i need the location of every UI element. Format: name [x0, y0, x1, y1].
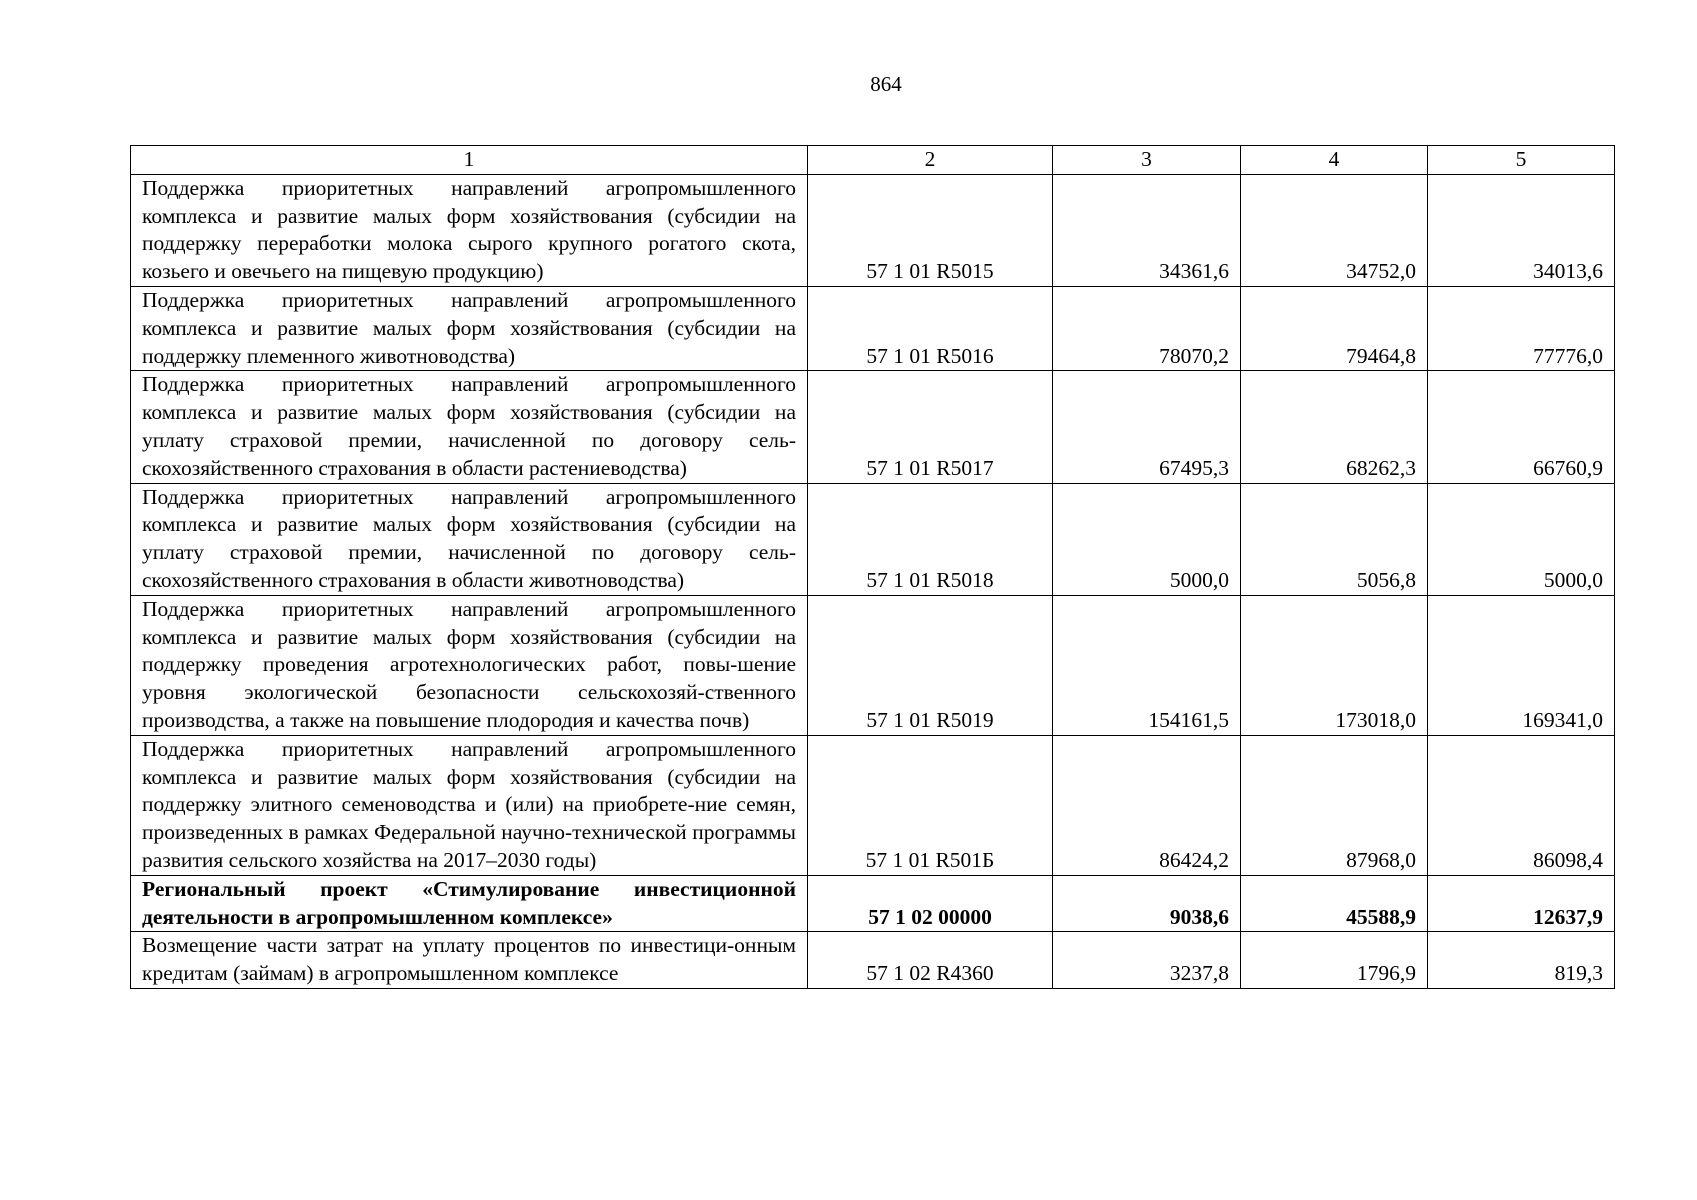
row-description: Поддержка приоритетных направлений агропромышленного комплекса и развитие малых форм хозяйствования (субсидии на поддержку племенного животноводства) [131, 286, 808, 370]
table-row-section-total [131, 875, 1615, 932]
row-code: 57 1 01 R5016 [808, 286, 1053, 370]
row-value-col3: 78070,2 [1053, 286, 1241, 370]
row-value-col5: 12637,9 [1428, 875, 1615, 932]
row-description: Поддержка приоритетных направлений агропромышленного комплекса и развитие малых форм хозяйствования (субсидии на уплату страховой премии, начисленной по договору сель-скохозяйственного страхования в области растениеводства) [131, 371, 808, 483]
row-value-col5: 77776,0 [1428, 286, 1615, 370]
row-value-col3: 86424,2 [1053, 735, 1241, 875]
row-value-col4: 79464,8 [1241, 286, 1428, 370]
row-value-col5: 5000,0 [1428, 483, 1615, 595]
table-header-row [131, 146, 1615, 175]
row-value-col5: 169341,0 [1428, 595, 1615, 735]
row-value-col4: 34752,0 [1241, 174, 1428, 286]
table-row [131, 735, 1615, 875]
row-description: Поддержка приоритетных направлений агропромышленного комплекса и развитие малых форм хозяйствования (субсидии на поддержку переработки молока сырого крупного рогатого скота, козьего и овечьего на пищевую продукцию) [131, 174, 808, 286]
page-number: 864 [870, 72, 902, 96]
row-value-col5: 86098,4 [1428, 735, 1615, 875]
row-value-col5: 819,3 [1428, 932, 1615, 989]
row-code: 57 1 02 R4360 [808, 932, 1053, 989]
row-value-col4: 1796,9 [1241, 932, 1428, 989]
row-value-col4: 45588,9 [1241, 875, 1428, 932]
column-header-4: 4 [1241, 146, 1428, 175]
row-value-col4: 173018,0 [1241, 595, 1428, 735]
row-description: Поддержка приоритетных направлений агропромышленного комплекса и развитие малых форм хозяйствования (субсидии на поддержку элитного семеноводства и (или) на приобрете-ние семян, произведенных в рамках Федеральной научно-технической программы развития сельского хозяйства на 2017–2030 годы) [131, 735, 808, 875]
row-description: Возмещение части затрат на уплату процентов по инвестици-онным кредитам (займам) в агропромышленном комплексе [131, 932, 808, 989]
row-value-col5: 34013,6 [1428, 174, 1615, 286]
row-description: Поддержка приоритетных направлений агропромышленного комплекса и развитие малых форм хозяйствования (субсидии на уплату страховой премии, начисленной по договору сель-скохозяйственного страхования в области животноводства) [131, 483, 808, 595]
row-value-col3: 9038,6 [1053, 875, 1241, 932]
row-description: Поддержка приоритетных направлений агропромышленного комплекса и развитие малых форм хозяйствования (субсидии на поддержку проведения агротехнологических работ, повы-шение уровня экологической безопасности сельскохозяй-ственного производства, а также на повышение плодородия и качества почв) [131, 595, 808, 735]
row-code: 57 1 01 R5019 [808, 595, 1053, 735]
row-description: Региональный проект «Стимулирование инвестиционной деятельности в агропромышленном комплексе» [131, 875, 808, 932]
row-code: 57 1 01 R5017 [808, 371, 1053, 483]
row-value-col3: 34361,6 [1053, 174, 1241, 286]
row-value-col3: 154161,5 [1053, 595, 1241, 735]
table-row [131, 932, 1615, 989]
column-header-3: 3 [1053, 146, 1241, 175]
row-value-col3: 67495,3 [1053, 371, 1241, 483]
row-value-col3: 5000,0 [1053, 483, 1241, 595]
row-value-col3: 3237,8 [1053, 932, 1241, 989]
table-row [131, 595, 1615, 735]
budget-table [130, 145, 1615, 989]
row-code: 57 1 01 R501Б [808, 735, 1053, 875]
row-value-col4: 68262,3 [1241, 371, 1428, 483]
table-row [131, 371, 1615, 483]
table-row [131, 286, 1615, 370]
column-header-2: 2 [808, 146, 1053, 175]
row-value-col4: 87968,0 [1241, 735, 1428, 875]
row-value-col5: 66760,9 [1428, 371, 1615, 483]
table-row [131, 174, 1615, 286]
column-header-1: 1 [131, 146, 808, 175]
row-code: 57 1 02 00000 [808, 875, 1053, 932]
row-value-col4: 5056,8 [1241, 483, 1428, 595]
column-header-5: 5 [1428, 146, 1615, 175]
row-code: 57 1 01 R5018 [808, 483, 1053, 595]
table-row [131, 483, 1615, 595]
row-code: 57 1 01 R5015 [808, 174, 1053, 286]
